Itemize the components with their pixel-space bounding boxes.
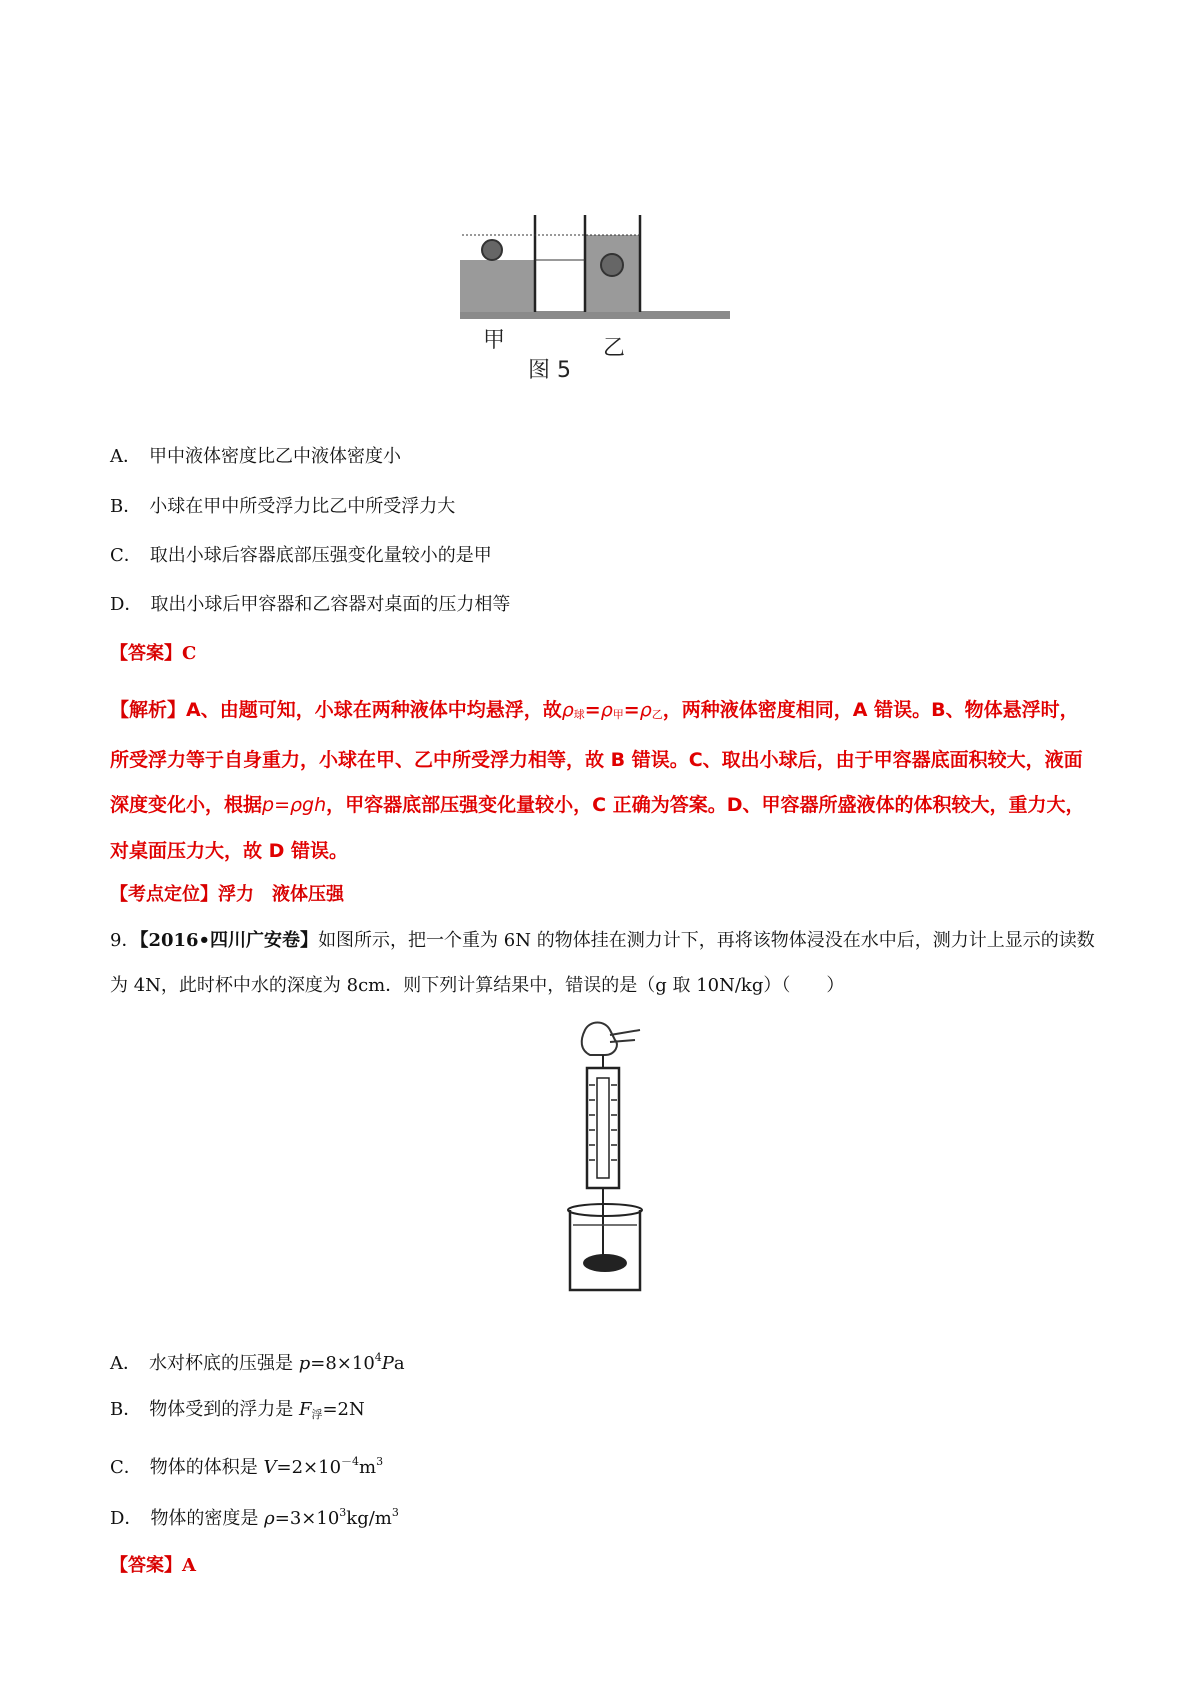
rho-symbol: ρ (561, 699, 574, 721)
beaker (570, 1210, 640, 1290)
rho-symbol: ρ (600, 699, 613, 721)
option-key: A． (110, 1353, 141, 1374)
option-key: D． (110, 1508, 143, 1529)
exponent: 4 (374, 1351, 382, 1364)
rho-subscript: 球 (573, 708, 585, 721)
question-source: 【2016•四川广安卷】 (139, 930, 319, 951)
analysis-text-2: ，两种液体密度相同，A 错误。B、物体悬浮时，所受浮力等于自身重力，小球在甲、乙中所受浮力相等，故 B 错误。C、取出小球后，由于甲容器底面积较大，液面深度变化小，根据 (110, 699, 1083, 816)
q9-option-c (110, 1450, 383, 1480)
unit-italic: P (381, 1353, 394, 1374)
question9-stem (110, 918, 1110, 1008)
kaodian-tag: 【考点定位】 (110, 884, 218, 905)
spring-scale-illustration (555, 1020, 655, 1300)
value: =8×10 (310, 1353, 375, 1374)
var-v: V (263, 1457, 277, 1478)
containers-illustration (460, 215, 760, 405)
analysis-tag: 【解析】 (110, 699, 187, 721)
liquid-jia (460, 260, 535, 312)
rho-symbol: ρ (639, 699, 652, 721)
var-f: F (298, 1399, 312, 1420)
option-a (110, 445, 401, 469)
var-p: p (298, 1353, 311, 1374)
spring-scale-slot (597, 1078, 609, 1178)
q9-option-b (110, 1398, 365, 1427)
ball-yi (601, 254, 623, 276)
label-yi: 乙 (603, 336, 626, 361)
option-b (110, 495, 455, 519)
label-jia: 甲 (483, 328, 506, 353)
answer-value: C (182, 643, 197, 664)
figure-caption: 图 5 (528, 358, 571, 383)
table-surface (460, 311, 730, 319)
unit-exponent: 3 (391, 1506, 399, 1519)
option-text: 物体的体积是 (149, 1457, 264, 1478)
option-d (110, 593, 510, 617)
equals-sign: = (623, 699, 640, 721)
option-key: B． (110, 496, 142, 517)
unit: a (393, 1353, 405, 1374)
option-text: 物体的密度是 (150, 1508, 265, 1529)
option-key: D． (110, 594, 143, 615)
value: =2N (322, 1399, 365, 1420)
analysis-text-1: A、由题可知，小球在两种液体中均悬浮，故 (186, 699, 562, 721)
option-text: 取出小球后容器底部压强变化量较小的是甲 (149, 545, 492, 566)
value: =3×10 (274, 1508, 340, 1529)
hand-icon (582, 1023, 617, 1056)
question-number: 9． (110, 930, 140, 951)
kaodian-line (110, 883, 344, 907)
option-text: 物体受到的浮力是 (149, 1399, 299, 1420)
option-text: 小球在甲中所受浮力比乙中所受浮力大 (149, 496, 456, 517)
beaker-rim (568, 1204, 642, 1216)
option-key: C． (110, 545, 142, 566)
value: =2×10 (276, 1457, 342, 1478)
question-text: 如图所示，把一个重为 6N 的物体挂在测力计下，再将该物体浸没在水中后，测力计上显示的读数为 4N，此时杯中水的深度为 8cm．则下列计算结果中，错误的是（g 取 10N/kg）（ ） (110, 930, 1095, 996)
rho-subscript: 乙 (651, 708, 663, 721)
unit: m (359, 1457, 377, 1478)
option-c (110, 544, 492, 568)
equals-sign: = (584, 699, 601, 721)
analysis-text-3: ，甲容器底部压强变化量较小，C 正确为答案。D、甲容器所盛液体的体积较大，重力大，对桌面压力大，故 D 错误。 (110, 794, 1085, 862)
answer-tag: 【答案】 (110, 1555, 182, 1576)
pressure-formula: p=ρgh (262, 794, 327, 816)
option-text: 水对杯底的压强是 (149, 1353, 299, 1374)
var-rho: ρ (264, 1508, 275, 1529)
ball-jia (482, 240, 502, 260)
answer-line (110, 642, 196, 666)
figure-two-containers (460, 215, 760, 405)
option-text: 甲中液体密度比乙中液体密度小 (149, 446, 401, 467)
option-key: B． (110, 1399, 142, 1420)
rho-subscript: 甲 (612, 708, 624, 721)
unit-exponent: 3 (376, 1455, 384, 1468)
subscript-fu: 浮 (311, 1408, 323, 1421)
unit: kg/m (346, 1508, 392, 1529)
option-text: 取出小球后甲容器和乙容器对桌面的压力相等 (150, 594, 511, 615)
answer-value: A (182, 1555, 196, 1576)
analysis-paragraph (110, 688, 1090, 874)
figure-spring-scale (555, 1020, 655, 1300)
q9-option-a (110, 1346, 405, 1376)
answer-tag: 【答案】 (110, 643, 182, 664)
q9-answer-line (110, 1554, 196, 1578)
exponent: －4 (341, 1455, 360, 1468)
option-key: A． (110, 446, 141, 467)
q9-option-d (110, 1501, 399, 1531)
exponent: 3 (339, 1506, 347, 1519)
kaodian-text: 浮力 液体压强 (218, 884, 344, 905)
option-key: C． (110, 1457, 142, 1478)
submerged-object (583, 1254, 627, 1272)
